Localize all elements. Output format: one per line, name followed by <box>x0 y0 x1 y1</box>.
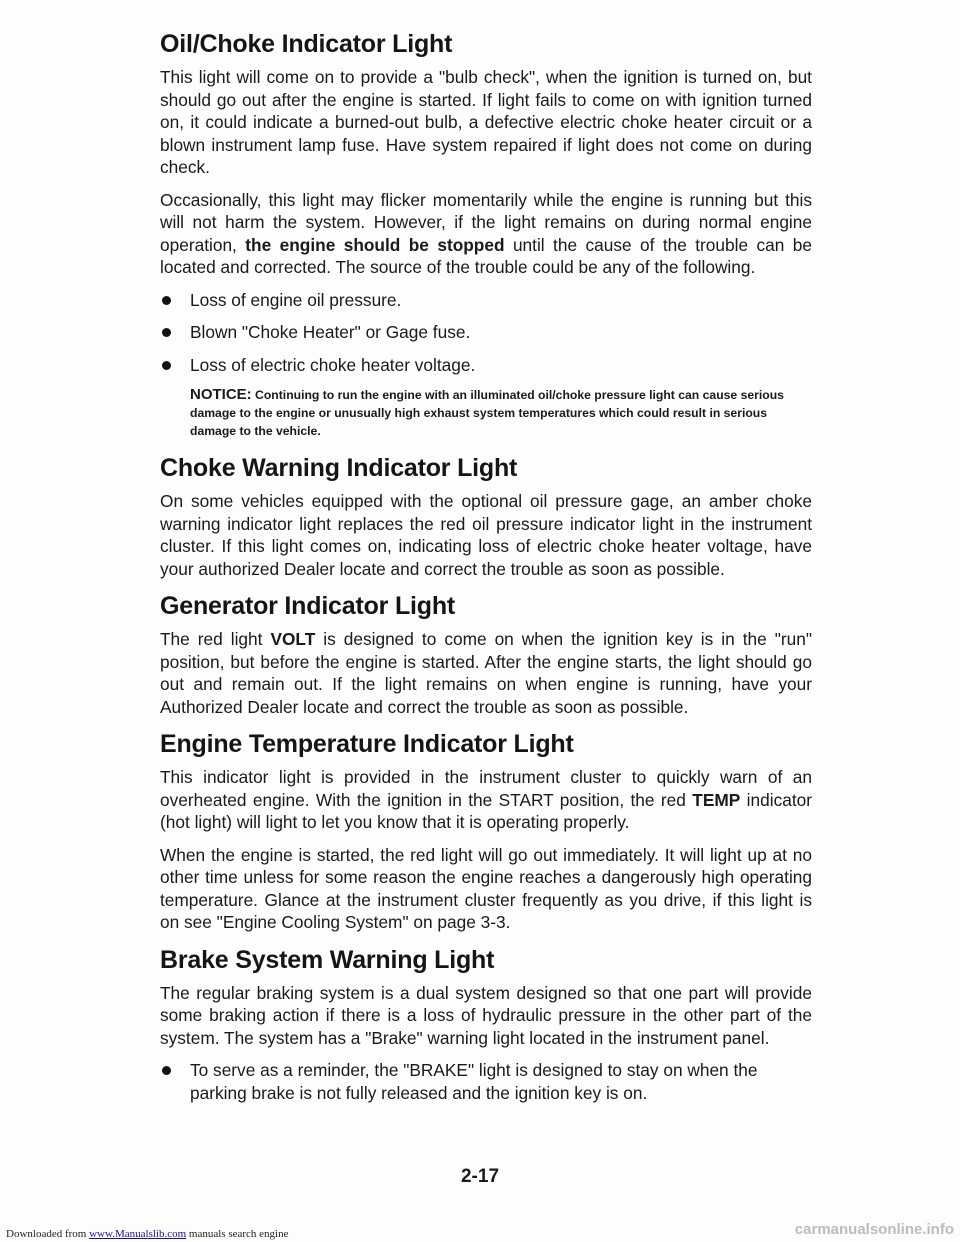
list-item-text: Loss of engine oil pressure. <box>190 289 402 310</box>
list-item-text: Loss of electric choke heater voltage. <box>190 354 476 375</box>
text: indicator (hot light) will light to let you know that it is operating properly. <box>160 789 812 832</box>
section-title-choke-warning: Choke Warning Indicator Light <box>160 454 518 482</box>
bullet-icon <box>162 361 171 370</box>
paragraph: The regular braking system is a dual system designed so that one part will provide some braking action if there is a loss of hydraulic pressure in the other part of the system. The system has a "Brake" warning light located in the instrument panel. <box>160 982 812 1048</box>
trouble-list <box>160 289 812 377</box>
paragraph <box>160 189 812 279</box>
manualslib-link[interactable]: www.Manualslib.com <box>89 1228 187 1240</box>
notice-label: NOTICE: <box>190 386 252 403</box>
watermark: carmanualsonline.info <box>794 1221 954 1238</box>
bullet-icon <box>162 296 171 305</box>
notice-text: Continuing to run the engine with an illuminated oil/choke pressure light can cause serious damage to the engine or unusually high exhaust system temperatures which could result in serious damage to the vehicle. <box>190 388 784 438</box>
list-item <box>160 354 812 377</box>
download-footer <box>6 1228 288 1240</box>
section-brake-system <box>160 944 812 1105</box>
paragraph: This light will come on to provide a "bulb check", when the ignition is turned on, but should go out after the engine is started. If light fails to come on with ignition turned on, it could indicate a burned-out bulb, a defective electric choke heater circuit or a blown instrument lamp fuse. Have system repaired if light does not come on during check. <box>160 67 812 177</box>
list-item <box>160 289 812 312</box>
page-content <box>160 28 812 1114</box>
section-generator <box>160 590 812 718</box>
list-item-text: Blown "Choke Heater" or Gage fuse. <box>190 322 471 342</box>
footer-text: Downloaded from <box>6 1228 90 1240</box>
section-title-engine-temperature: Engine Temperature Indicator Light <box>160 730 574 758</box>
list-item <box>160 321 812 344</box>
section-oil-choke <box>160 28 812 440</box>
page-number: 2-17 <box>460 1166 500 1187</box>
text: Occasionally, this light may flicker momentarily while the engine is running but this will not harm the system. However, if the light remains on during normal engine operation, <box>160 189 812 255</box>
section-choke-warning <box>160 452 812 580</box>
paragraph: When the engine is started, the red light will go out immediately. It will light up at no other time unless for some reason the engine reaches a dangerously high operating temperature. Glance at the instrument cluster frequently as you drive, if this light is on see "Engine Cooling System" on page 3-3. <box>160 844 812 932</box>
footer-text: manuals search engine <box>186 1228 289 1240</box>
text: is designed to come on when the ignition key is in the "run" position, but before the engine is started. After the engine starts, the light should go out and remain out. If the light remains on when engine is running, have your Authorized Dealer locate and correct the trouble as soon as possible. <box>160 629 812 717</box>
text: until the cause of the trouble can be located and corrected. The source of the trouble could be any of the following. <box>160 234 812 277</box>
text: The red light <box>160 629 271 649</box>
bullet-icon <box>162 328 171 337</box>
bold-text: the engine should be stopped <box>245 234 505 255</box>
text: This indicator light is provided in the instrument cluster to quickly warn of an overheated engine. With the ignition in the START position, the red <box>160 767 812 810</box>
list-item-text: To serve as a reminder, the "BRAKE" light is designed to stay on when the parking brake is not fully released and the ignition key is on. <box>190 1060 758 1103</box>
section-engine-temperature <box>160 728 812 934</box>
section-title-generator: Generator Indicator Light <box>160 592 456 620</box>
section-title-brake-system: Brake System Warning Light <box>160 945 495 974</box>
bullet-icon <box>162 1066 171 1075</box>
bold-text: VOLT <box>270 629 316 649</box>
bold-text: TEMP <box>692 789 741 810</box>
paragraph: On some vehicles equipped with the optional oil pressure gage, an amber choke warning indicator light replaces the red oil pressure indicator light in the instrument cluster. If this light comes on, indicating loss of electric choke heater voltage, have your authorized Dealer locate and correct the trouble as soon as possible. <box>160 491 812 579</box>
brake-list <box>160 1059 812 1104</box>
section-title-oil-choke: Oil/Choke Indicator Light <box>160 30 453 58</box>
paragraph <box>160 766 812 834</box>
list-item <box>160 1059 812 1104</box>
notice-box <box>160 386 812 440</box>
paragraph <box>160 628 812 718</box>
